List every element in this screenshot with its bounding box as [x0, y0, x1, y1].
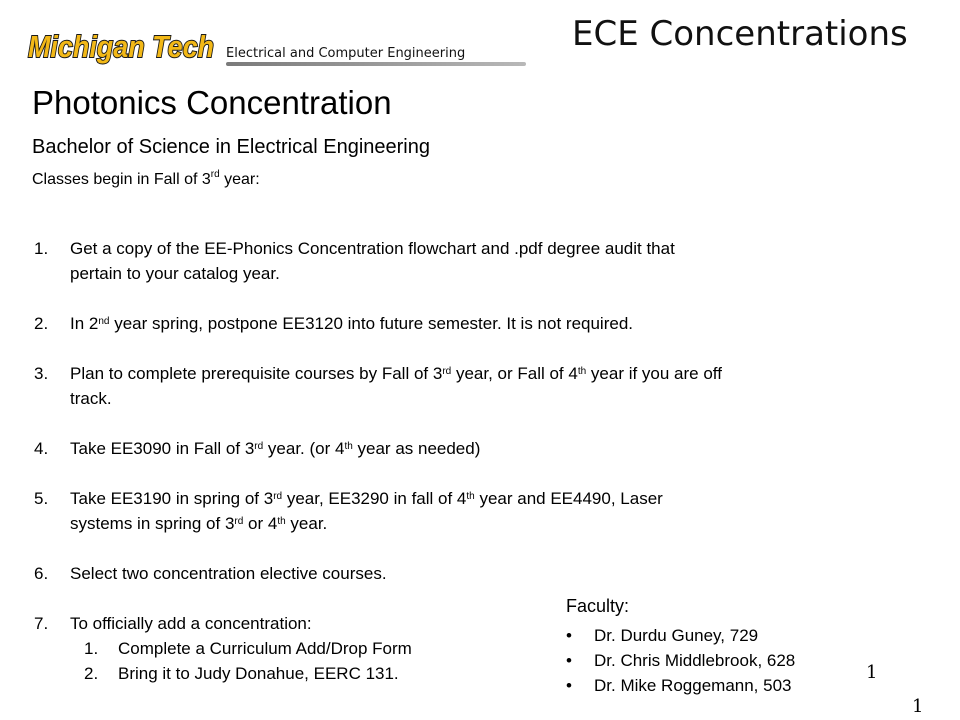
faculty-member: • Dr. Mike Roggemann, 503: [566, 673, 795, 698]
list-item: 3. Plan to complete prerequisite courses by Fall of 3rd year, or Fall of 4th year if you are off track.: [34, 364, 722, 408]
list-item: 1. Get a copy of the EE-Phonics Concentration flowchart and .pdf degree audit that pertain to your catalog year.: [34, 239, 675, 283]
bullet-icon: •: [566, 651, 572, 670]
faculty-box: [566, 594, 795, 698]
list-item: 2. In 2nd year spring, postpone EE3120 into future semester. It is not required.: [34, 314, 634, 333]
list-item: 5. Take EE3190 in spring of 3rd year, EE3290 in fall of 4th year and EE4490, Laser systems in spring of 3rd or 4th year.: [34, 489, 663, 533]
header-rule: [226, 62, 526, 66]
faculty-heading: Faculty:: [566, 596, 630, 616]
page-title: Photonics Concentration: [32, 84, 392, 121]
sub-list-item: 1. Complete a Curriculum Add/Drop Form: [84, 639, 412, 658]
slide-number-footer: 1: [912, 696, 924, 717]
logo-text: Michigan Tech: [28, 29, 214, 64]
bullet-icon: •: [566, 676, 572, 695]
michigan-tech-logo: [24, 22, 220, 68]
faculty-member: • Dr. Durdu Guney, 729: [566, 623, 795, 648]
list-item: 7. To officially add a concentration: 1. Complete a Curriculum Add/Drop Form 2. Bring it to Judy Donahue, EERC 131.: [34, 611, 914, 686]
bullet-icon: •: [566, 626, 572, 645]
intro-text: Classes begin in Fall of 3rd year:: [32, 169, 260, 188]
faculty-member: • Dr. Chris Middlebrook, 628: [566, 648, 795, 673]
sub-list-item: 2. Bring it to Judy Donahue, EERC 131.: [84, 664, 399, 683]
list-item: 6. Select two concentration elective courses.: [34, 564, 387, 583]
list-item: 4. Take EE3090 in Fall of 3rd year. (or 4th year as needed): [34, 439, 481, 458]
header-title: ECE Concentrations: [572, 14, 908, 54]
subtitle: Bachelor of Science in Electrical Engineering: [32, 136, 430, 158]
department-name: Electrical and Computer Engineering: [226, 46, 466, 61]
slide-number: 1: [866, 662, 878, 683]
